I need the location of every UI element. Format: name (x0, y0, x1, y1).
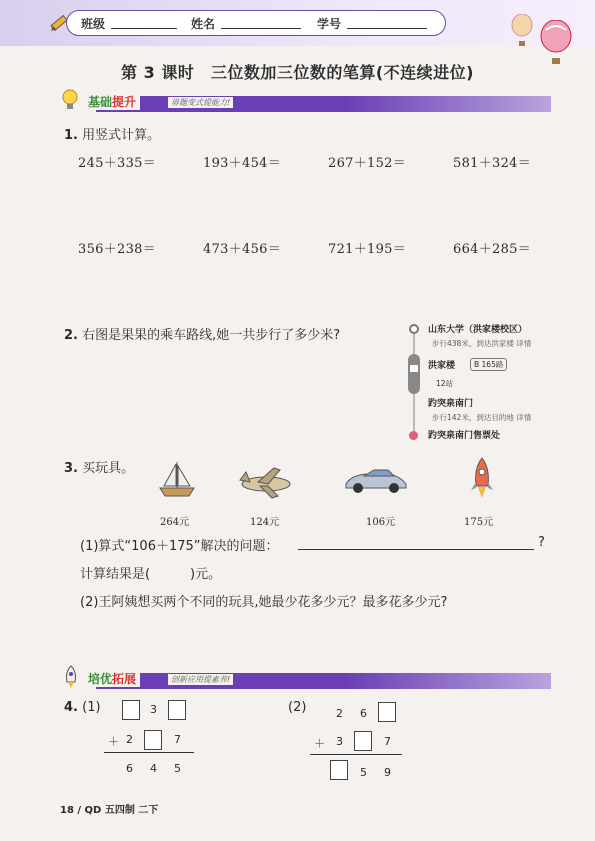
question-text: 右图是果果的乘车路线,她一共步行了多少米? (82, 328, 341, 343)
digit: 2 (336, 707, 343, 720)
question-1 (64, 124, 160, 143)
sailboat-icon (156, 460, 198, 504)
toy-price: 264元 (160, 517, 190, 528)
equation: 473＋456＝ (203, 242, 282, 257)
digit-box[interactable] (354, 731, 372, 751)
section-title-a: 基础 (88, 95, 113, 109)
digit: 5 (174, 762, 181, 775)
section-subtitle: 毋题变式提能力! (168, 97, 233, 108)
bus-line-badge: B 165路 (470, 358, 507, 371)
digit-box[interactable] (330, 760, 348, 780)
digit: 7 (384, 735, 391, 748)
digit: 6 (126, 762, 133, 775)
section-divider (96, 673, 551, 689)
question-mark: ? (538, 535, 545, 550)
result-blank[interactable] (164, 565, 188, 579)
route-walk: 步行438米，到达洪家楼 详情 (432, 339, 532, 348)
toy-price: 106元 (366, 517, 396, 528)
digit: 2 (126, 733, 133, 746)
question-text: 用竖式计算。 (82, 128, 161, 143)
equation: 267＋152＝ (328, 156, 407, 171)
id-label: 学号 (317, 17, 342, 31)
section-title (84, 93, 140, 110)
equation: 581＋324＝ (453, 156, 532, 171)
sub-question-1: (1)算式“106＋175”解决的问题： (80, 539, 279, 554)
section-title-a: 培优 (88, 672, 113, 686)
name-field[interactable] (221, 16, 301, 29)
rocket-icon (62, 664, 80, 694)
digit-box[interactable] (144, 730, 162, 750)
route-stations: 12站 (436, 379, 454, 388)
rocket-icon (470, 456, 494, 506)
page-footer: 18 / QD 五四制 二下 (60, 805, 159, 816)
plus-sign: ＋ (314, 737, 325, 750)
end-dot (409, 431, 418, 440)
question-2 (64, 324, 340, 343)
route-stop: 趵突泉南门售票处 (428, 431, 501, 441)
class-field[interactable] (111, 16, 177, 29)
sum-line (104, 752, 194, 753)
student-info-box (66, 10, 446, 36)
answer-line[interactable] (298, 549, 534, 550)
section-title-b: 提升 (112, 95, 137, 109)
equation: 356＋238＝ (78, 242, 157, 257)
lightbulb-icon (60, 88, 80, 116)
toy-price: 175元 (464, 517, 494, 528)
toy-price: 124元 (250, 517, 280, 528)
digit: 3 (150, 703, 157, 716)
class-label: 班级 (81, 17, 106, 31)
plus-sign: ＋ (108, 735, 119, 748)
result-prefix: 计算结果是( (80, 567, 151, 582)
question-number: 3. (64, 461, 78, 476)
section-divider (96, 96, 551, 112)
start-dot (409, 324, 419, 334)
digit: 7 (174, 733, 181, 746)
result-suffix: )元。 (190, 567, 222, 582)
digit: 3 (336, 735, 343, 748)
question-text: 买玩具。 (82, 461, 135, 476)
question-4 (64, 700, 101, 715)
sub-question-2: (2)王阿姨想买两个不同的玩具,她最少花多少元？最多花多少元? (80, 595, 448, 610)
page-title: 第 3 课时 三位数加三位数的笔算(不连续进位) (121, 63, 474, 82)
question-number: 4. (64, 700, 78, 715)
sub-question-tag: (2) (288, 700, 307, 715)
equation: 245＋335＝ (78, 156, 157, 171)
section-subtitle: 创新应用提素养! (168, 674, 233, 685)
route-walk: 步行142米，到达目的地 详情 (432, 413, 532, 422)
digit: 4 (150, 762, 157, 775)
section-title (84, 670, 140, 687)
sum-line (310, 754, 402, 755)
digit: 5 (360, 766, 367, 779)
digit: 6 (360, 707, 367, 720)
digit-box[interactable] (168, 700, 186, 720)
question-number: 2. (64, 328, 78, 343)
equation: 721＋195＝ (328, 242, 407, 257)
airplane-icon (236, 464, 296, 504)
route-stop: 山东大学（洪家楼校区） (428, 325, 528, 335)
section-title-b: 拓展 (112, 672, 137, 686)
id-field[interactable] (347, 16, 427, 29)
equation: 193＋454＝ (203, 156, 282, 171)
sub-question-tag: (1) (82, 700, 101, 715)
racecar-icon (342, 466, 410, 498)
bus-icon (410, 358, 418, 377)
route-diagram (408, 318, 558, 448)
digit-box[interactable] (378, 702, 396, 722)
route-stop: 趵突泉南门 (428, 399, 474, 409)
question-number: 1. (64, 128, 78, 143)
digit: 9 (384, 766, 391, 779)
digit-box[interactable] (122, 700, 140, 720)
route-stop: 洪家楼 (428, 361, 456, 371)
balloon-icon (510, 14, 534, 52)
equation: 664＋285＝ (453, 242, 532, 257)
question-3 (64, 457, 134, 476)
name-label: 姓名 (191, 17, 216, 31)
